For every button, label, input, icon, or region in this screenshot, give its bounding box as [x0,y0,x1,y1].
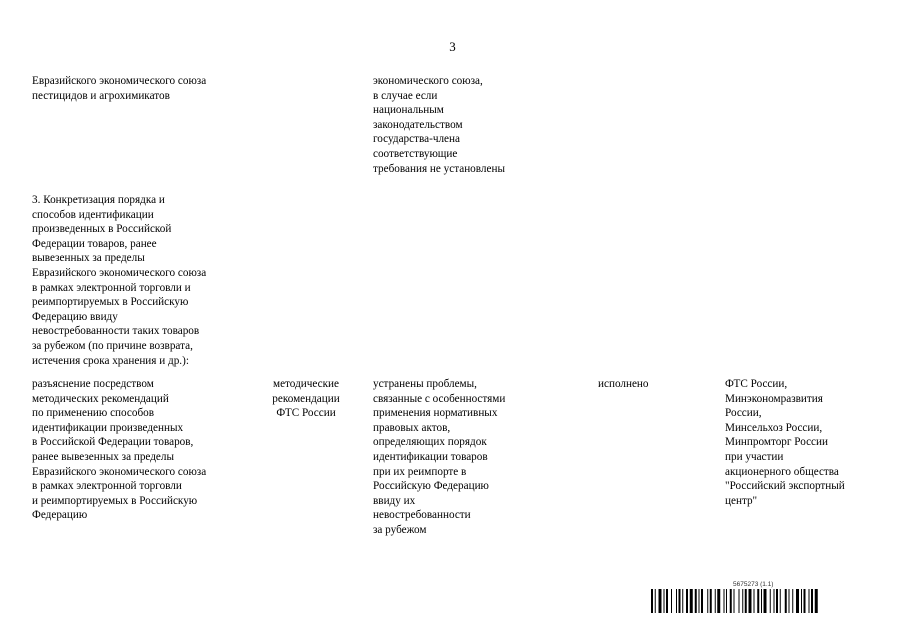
barcode-bar [730,589,732,613]
barcode [651,589,861,613]
barcode-bar [815,589,818,613]
barcode-bar [757,589,759,613]
barcode-bar [664,589,665,613]
barcode-bar [690,589,693,613]
table-cell-result: устранены проблемы, связанные с особенностями применения нормативных правовых актов, определяющих порядок идентификации товаров при их реимпорте в Российскую Федерацию ввиду их невостребованности за рубежом [373,378,506,536]
barcode-bar [811,589,813,613]
table-cell-responsible: ФТС России, Минэкономразвития России, Минсельхоз России, Минпромторг России при участии акционерного общества "Российский экспортный центр" [725,378,845,507]
barcode-bar [695,589,697,613]
barcode-bar [717,589,720,613]
barcode-bar [776,589,778,613]
barcode-bar [676,589,677,613]
barcode-bar [809,589,810,613]
table-cell-continued-text-col3: экономического союза, в случае если национальным законодательством государства-члена соответствующие требования не установлены [373,75,505,175]
table-cell-continued-text-col1: Евразийского экономического союза пестицидов и агрохимикатов [32,75,207,102]
barcode-bar [707,589,708,613]
barcode-bar [726,589,727,613]
barcode-bar [701,589,703,613]
barcode-bar [715,589,716,613]
table-cell-document-type: методические рекомендации ФТС России [272,378,340,420]
barcode-bar [754,589,755,613]
barcode-bar [745,589,747,613]
barcode-bar [792,589,793,613]
barcode-number: 5675273 (1.1) [733,581,774,588]
barcode-bar [666,589,668,613]
barcode-bar [659,589,662,613]
table-cell-measure: разъяснение посредством методических рекомендаций по применению способов идентификации произведенных в Российской Федерации товаров, ранее вывезенных за пределы Евразийского экономического союза в рамках электронной торговли и реимпортируемых в Российскую Федерацию [32,378,207,522]
barcode-bar [710,589,712,613]
table-cell-status: исполнено [598,378,649,390]
barcode-bar [651,589,653,613]
barcode-bar [724,589,725,613]
barcode-bar [749,589,752,613]
section-heading: 3. Конкретизация порядка и способов идентификации произведенных в Российской Федерации товаров, ранее вывезенных за пределы Евразийского экономического союза в рамках электронной торговли и реимпортируемых в Российскую Федерацию ввиду невостребованности таких товаров за рубежом (по причине возврата, истечения срока хранения и др.): [32,194,207,367]
barcode-bar [742,589,743,613]
barcode-bar [770,589,771,613]
barcode-bar [734,589,735,613]
barcode-bar [682,589,683,613]
barcode-bar [789,589,790,613]
barcode-bar [774,589,775,613]
barcode-bar [780,589,781,613]
page-number: 3 [449,39,456,54]
barcode-bar [686,589,688,613]
barcode-bar [801,589,802,613]
barcode-bar [785,589,787,613]
barcode-bar [761,589,762,613]
barcode-bar [699,589,700,613]
barcode-bar [739,589,740,613]
barcode-bar [679,589,681,613]
barcode-bar [764,589,767,613]
barcode-bar [671,589,672,613]
barcode-bar [804,589,806,613]
barcode-bar [796,589,799,613]
barcode-bar [655,589,656,613]
